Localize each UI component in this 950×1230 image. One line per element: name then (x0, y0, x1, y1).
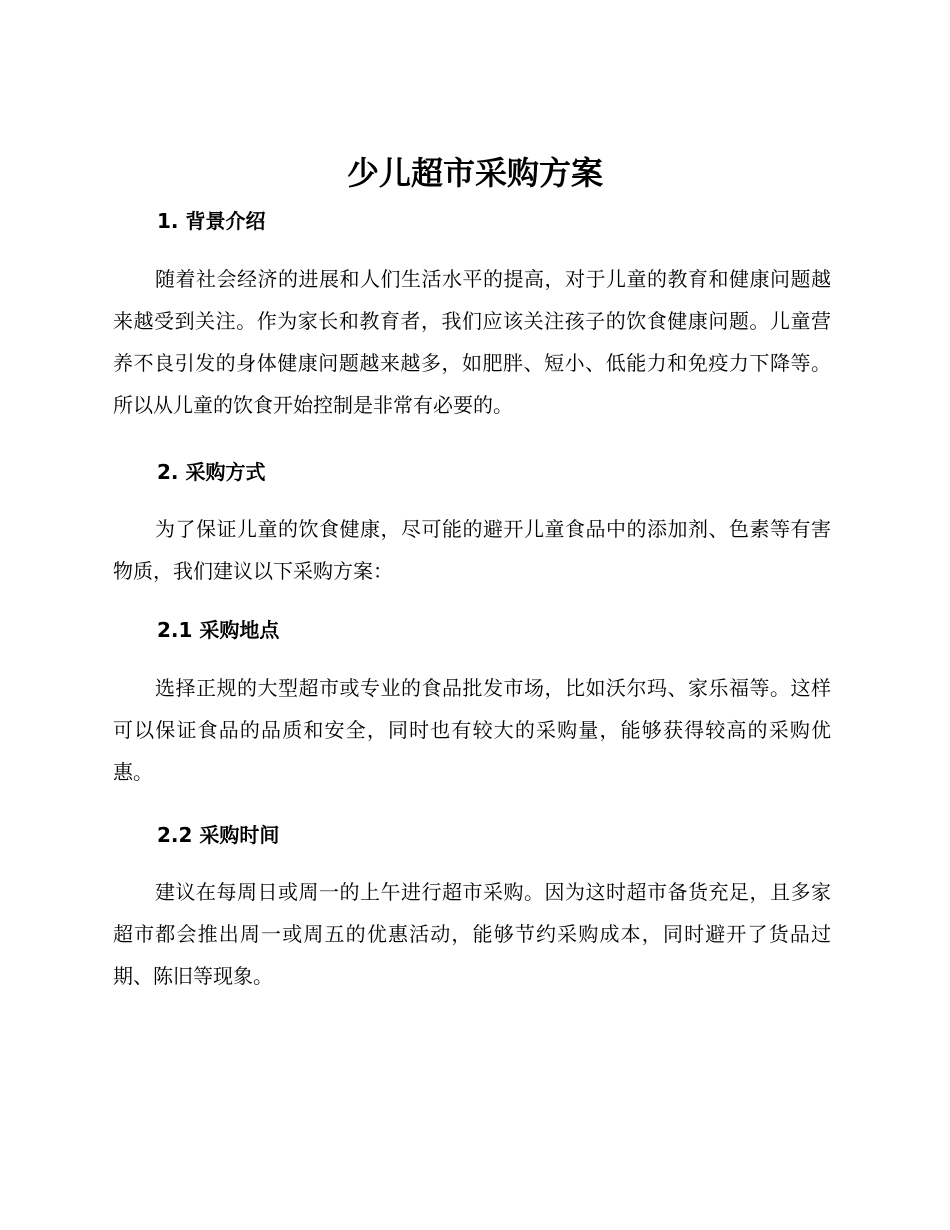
section-heading-background: 1. 背景介绍 (157, 209, 266, 233)
section-paragraph-purchase-method: 为了保证儿童的饮食健康，尽可能的避开儿童食品中的添加剂、色素等有害物质，我们建议以下采购方案： (113, 517, 831, 583)
page-title: 少儿超市采购方案 (346, 154, 603, 192)
section-heading-purchase-time: 2.2 采购时间 (157, 823, 280, 847)
section-paragraph-purchase-location: 选择正规的大型超市或专业的食品批发市场，比如沃尔玛、家乐福等。这样可以保证食品的品质和安全，同时也有较大的采购量，能够获得较高的采购优惠。 (113, 676, 831, 784)
section-heading-purchase-method: 2. 采购方式 (157, 460, 266, 484)
section-paragraph-background: 随着社会经济的进展和人们生活水平的提高，对于儿童的教育和健康问题越来越受到关注。作为家长和教育者，我们应该关注孩子的饮食健康问题。儿童营养不良引发的身体健康问题越来越多，如肥胖、短小、低能力和免疫力下降等。所以从儿童的饮食开始控制是非常有必要的。 (113, 267, 831, 417)
section-paragraph-purchase-time: 建议在每周日或周一的上午进行超市采购。因为这时超市备货充足，且多家超市都会推出周一或周五的优惠活动，能够节约采购成本，同时避开了货品过期、陈旧等现象。 (113, 880, 831, 988)
section-heading-purchase-location: 2.1 采购地点 (157, 618, 280, 642)
